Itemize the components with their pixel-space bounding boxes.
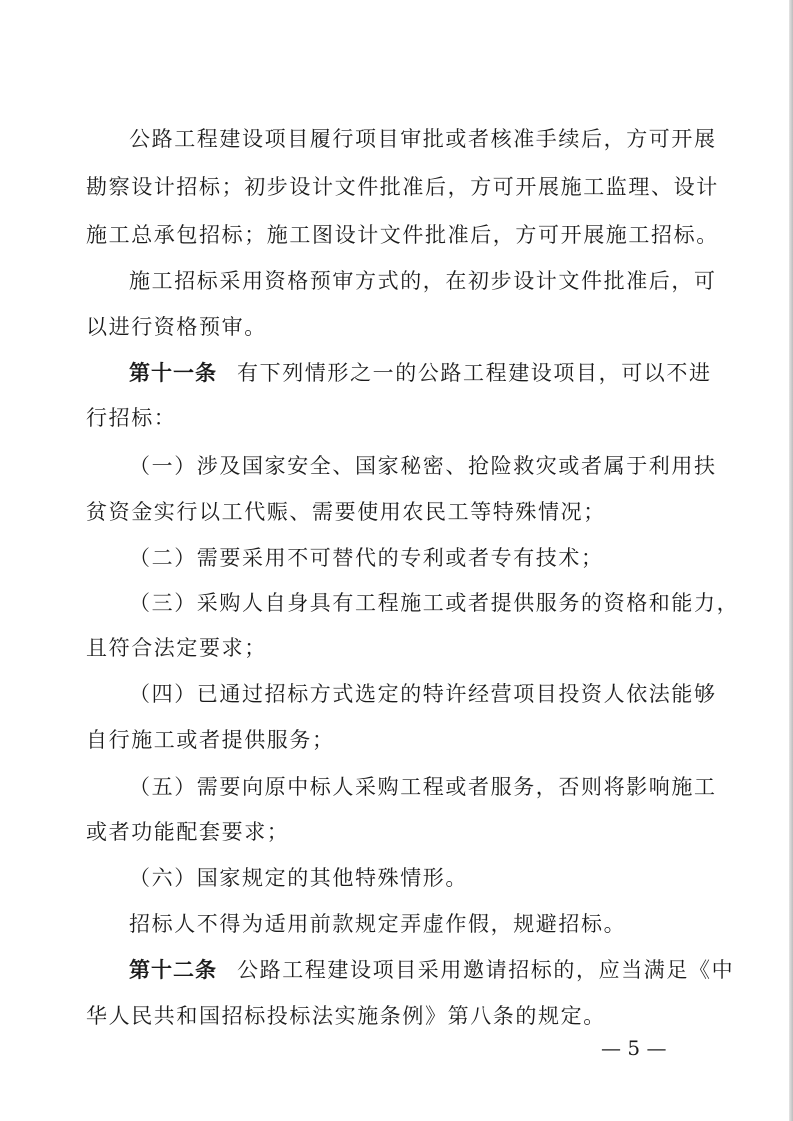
paragraph-1-line-2: 勘察设计招标；初步设计文件批准后，方可开展施工监理、设计 — [86, 175, 719, 199]
item-2-line-1: （二）需要采用不可替代的专利或者专有技术； — [129, 546, 604, 570]
article-12-line-1 — [129, 955, 734, 985]
article-11-heading: 第十一条 — [129, 360, 217, 385]
page-number: — 5 — — [601, 1036, 667, 1060]
item-3-line-2: 且符合法定要求； — [86, 636, 267, 660]
item-6-line-1: （六）国家规定的其他特殊情形。 — [129, 866, 468, 890]
paragraph-3-line-1: 招标人不得为适用前款规定弄虚作假，规避招标。 — [129, 912, 627, 936]
item-5-line-2: 或者功能配套要求； — [86, 820, 290, 844]
item-5-line-1: （五）需要向原中标人采购工程或者服务，否则将影响施工 — [129, 775, 717, 799]
item-4-line-1: （四）已通过招标方式选定的特许经营项目投资人依法能够 — [129, 682, 717, 706]
article-11-text: 有下列情形之一的公路工程建设项目，可以不进 — [237, 361, 712, 385]
paragraph-1-line-1: 公路工程建设项目履行项目审批或者核准手续后，方可开展 — [129, 127, 717, 151]
paragraph-2-line-1: 施工招标采用资格预审方式的，在初步设计文件批准后，可 — [129, 269, 717, 293]
article-12-heading: 第十二条 — [129, 957, 217, 982]
article-12-text: 公路工程建设项目采用邀请招标的，应当满足《中 — [237, 958, 735, 982]
article-12-line-2: 华人民共和国招标投标法实施条例》第八条的规定。 — [86, 1004, 606, 1028]
scan-edge — [789, 0, 793, 1121]
article-11-line-2: 行招标： — [86, 406, 177, 430]
item-4-line-2: 自行施工或者提供服务； — [86, 728, 335, 752]
paragraph-2-line-2: 以进行资格预审。 — [86, 315, 267, 339]
paragraph-1-line-3: 施工总承包招标；施工图设计文件批准后，方可开展施工招标。 — [86, 223, 719, 247]
item-3-line-1: （三）采购人自身具有工程施工或者提供服务的资格和能力， — [129, 591, 740, 615]
article-11-line-1 — [129, 358, 712, 388]
item-1-line-2: 贫资金实行以工代赈、需要使用农民工等特殊情况； — [86, 500, 606, 524]
item-1-line-1: （一）涉及国家安全、国家秘密、抢险救灾或者属于利用扶 — [129, 454, 717, 478]
